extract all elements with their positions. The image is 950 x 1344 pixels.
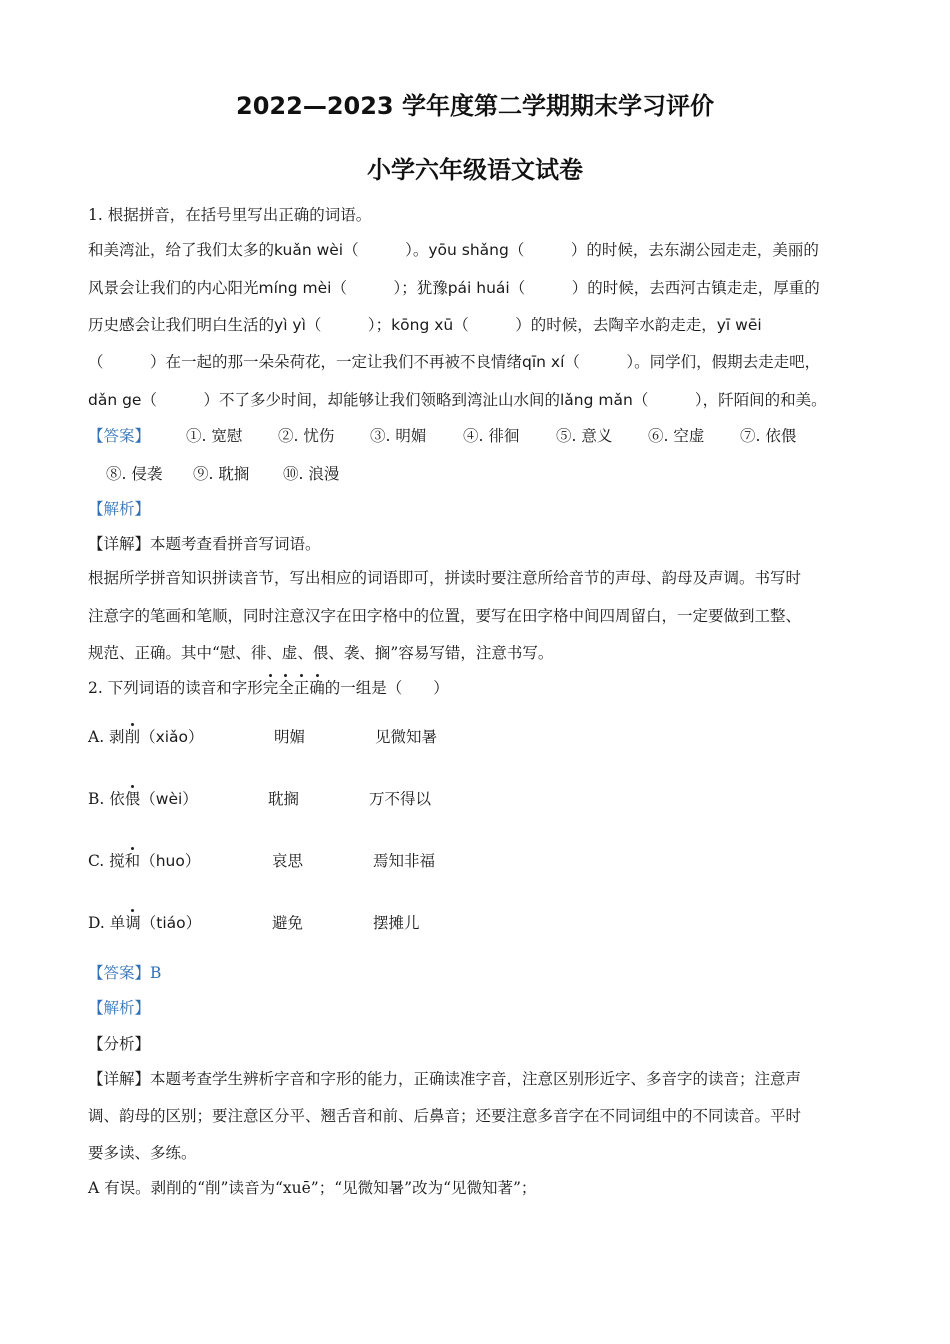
q2-option-b bbox=[88, 789, 198, 809]
q1-explain-1: 根据所学拼音知识拼读音节，写出相应的词语即可，拼读时要注意所给音节的声母、韵母及声调。书写时 bbox=[88, 569, 802, 587]
q1-line-4 bbox=[88, 352, 820, 372]
q1-explain-2: 注意字的笔画和笔顺，同时注意汉字在田字格中的位置，要写在田字格中间四周留白，一定要做到工整、 bbox=[88, 607, 802, 625]
q2-option-b-word-2: 万不得以 bbox=[369, 790, 432, 808]
q2-prompt-a: 2. 下列词语的读音和字形 bbox=[88, 679, 263, 697]
detail-text: 本题考查学生辨析字音和字形的能力，正确读准字音，注意区别形近字、多音字的读音；注意声 bbox=[150, 1070, 802, 1088]
detail-label: 【详解】 bbox=[88, 1070, 151, 1088]
pinyin: （tiáo） bbox=[140, 914, 202, 932]
pinyin: yōu shǎng bbox=[428, 241, 509, 259]
q2-prompt-c: 的一组是（ ） bbox=[324, 679, 449, 697]
option-label: B. 依 bbox=[88, 790, 125, 808]
q2-answer: 【答案】B bbox=[88, 964, 162, 982]
pinyin: dǎn ge bbox=[88, 391, 142, 409]
q1-analysis-label: 【解析】 bbox=[88, 500, 151, 518]
q2-analyze-label: 【分析】 bbox=[88, 1035, 151, 1053]
option-label: A. 剥 bbox=[88, 728, 125, 746]
pinyin: kuǎn wèi bbox=[274, 241, 344, 259]
detail-label: 【详解】 bbox=[88, 535, 151, 553]
q1-answer-8: ⑧. 侵袭 bbox=[106, 465, 163, 483]
q1-blank: （ ）不了多少时间，却能够让我们领略到湾沚山水间的 bbox=[141, 391, 560, 409]
q2-explain-1 bbox=[88, 1069, 801, 1089]
dotted-char: 和 bbox=[124, 852, 141, 870]
q1-prompt: 1. 根据拼音，在括号里写出正确的词语。 bbox=[88, 206, 372, 224]
pinyin: kōng xū bbox=[391, 316, 454, 334]
option-label: D. 单 bbox=[88, 914, 126, 932]
q1-blank: （ ）。 bbox=[343, 241, 429, 259]
detail-text: 本题考查看拼音写词语。 bbox=[150, 535, 321, 553]
q1-line-1 bbox=[88, 240, 819, 260]
q1-blank: （ ）在一起的那一朵朵荷花，一定让我们不再被不良情绪 bbox=[88, 353, 523, 371]
page-title: 2022—2023 学年度第二学期期末学习评价 bbox=[236, 92, 714, 120]
q2-option-a-word-2: 见微知暑 bbox=[375, 728, 438, 746]
q2-option-c-word-1: 哀思 bbox=[272, 852, 304, 870]
q2-analysis-label: 【解析】 bbox=[88, 999, 151, 1017]
q2-explain-2: 调、韵母的区别；要注意区分平、翘舌音和前、后鼻音；还要注意多音字在不同词组中的不同读音。平时 bbox=[88, 1107, 802, 1125]
q1-answer-5: ⑤. 意义 bbox=[556, 427, 613, 445]
q2-option-d-word-1: 避免 bbox=[272, 914, 304, 932]
emphasis-char: 完 bbox=[262, 679, 279, 697]
q1-blank: （ ）； bbox=[305, 316, 392, 334]
pinyin: míng mèi bbox=[258, 279, 332, 297]
pinyin: qīn xí bbox=[522, 353, 565, 371]
q1-blank: （ ）。同学们，假期去走走吧， bbox=[564, 353, 821, 371]
pinyin: yī wēi bbox=[716, 316, 762, 334]
pinyin: （wèi） bbox=[140, 790, 198, 808]
q1-detail bbox=[88, 534, 321, 554]
dotted-char: 调 bbox=[125, 914, 141, 932]
pinyin: yì yì bbox=[274, 316, 306, 334]
option-label: C. 搅 bbox=[88, 852, 125, 870]
q1-line-2 bbox=[88, 278, 820, 298]
pinyin: （xiǎo） bbox=[140, 728, 204, 746]
q2-option-c bbox=[88, 851, 200, 871]
pinyin: pái huái bbox=[447, 279, 510, 297]
q1-answer-3: ③. 明媚 bbox=[370, 427, 427, 445]
emphasis-char: 正 bbox=[293, 679, 310, 697]
q1-answer-1: ①. 宽慰 bbox=[186, 427, 243, 445]
q2-option-a-error: A 有误。剥削的“削”读音为“xuē”；“见微知暑”改为“见微知著”； bbox=[88, 1179, 537, 1197]
q2-prompt bbox=[88, 678, 449, 698]
q1-blank: （ ）的时候，去东湖公园走走，美丽的 bbox=[508, 241, 819, 259]
q1-answer-10: ⑩. 浪漫 bbox=[283, 465, 340, 483]
q2-option-d-word-2: 摆摊儿 bbox=[373, 914, 420, 932]
q1-blank: （ ）；犹豫 bbox=[331, 279, 448, 297]
emphasis-char: 全 bbox=[278, 679, 294, 697]
q1-line-5 bbox=[88, 390, 827, 410]
pinyin: （huo） bbox=[140, 852, 201, 870]
q1-answer-2: ②. 忧伤 bbox=[278, 427, 335, 445]
q1-text: 风景会让我们的内心阳光 bbox=[88, 279, 259, 297]
q1-text: 历史感会让我们明白生活的 bbox=[88, 316, 275, 334]
q1-explain-3: 规范、正确。其中“慰、徘、虚、偎、袭、搁”容易写错，注意书写。 bbox=[88, 644, 554, 662]
q1-answer-9: ⑨. 耽搁 bbox=[193, 465, 250, 483]
q1-blank: （ ）的时候，去陶辛水韵走走， bbox=[453, 316, 717, 334]
q1-blank: （ ），阡陌间的和美。 bbox=[632, 391, 827, 409]
emphasis-char: 确 bbox=[309, 679, 325, 697]
q1-blank: （ ）的时候，去西河古镇走走，厚重的 bbox=[509, 279, 820, 297]
q1-answer-4: ④. 徘徊 bbox=[463, 427, 520, 445]
q2-option-a-word-1: 明媚 bbox=[274, 728, 306, 746]
q2-prompt-emphasis bbox=[263, 679, 325, 697]
q1-answer-6: ⑥. 空虚 bbox=[648, 427, 705, 445]
q1-answer-7: ⑦. 依偎 bbox=[740, 427, 797, 445]
q1-line-3 bbox=[88, 315, 762, 335]
q2-option-b-word-1: 耽搁 bbox=[268, 790, 300, 808]
dotted-char: 削 bbox=[124, 728, 141, 746]
page-subtitle: 小学六年级语文试卷 bbox=[367, 156, 583, 184]
q1-text: 和美湾沚，给了我们太多的 bbox=[88, 241, 275, 259]
pinyin: lǎng mǎn bbox=[559, 391, 633, 409]
q2-option-d bbox=[88, 913, 201, 933]
q2-option-c-word-2: 焉知非福 bbox=[373, 852, 436, 870]
q2-option-a bbox=[88, 727, 204, 747]
q2-explain-3: 要多读、多练。 bbox=[88, 1144, 197, 1162]
q1-answer-label: 【答案】 bbox=[88, 427, 151, 445]
dotted-char: 偎 bbox=[124, 790, 141, 808]
